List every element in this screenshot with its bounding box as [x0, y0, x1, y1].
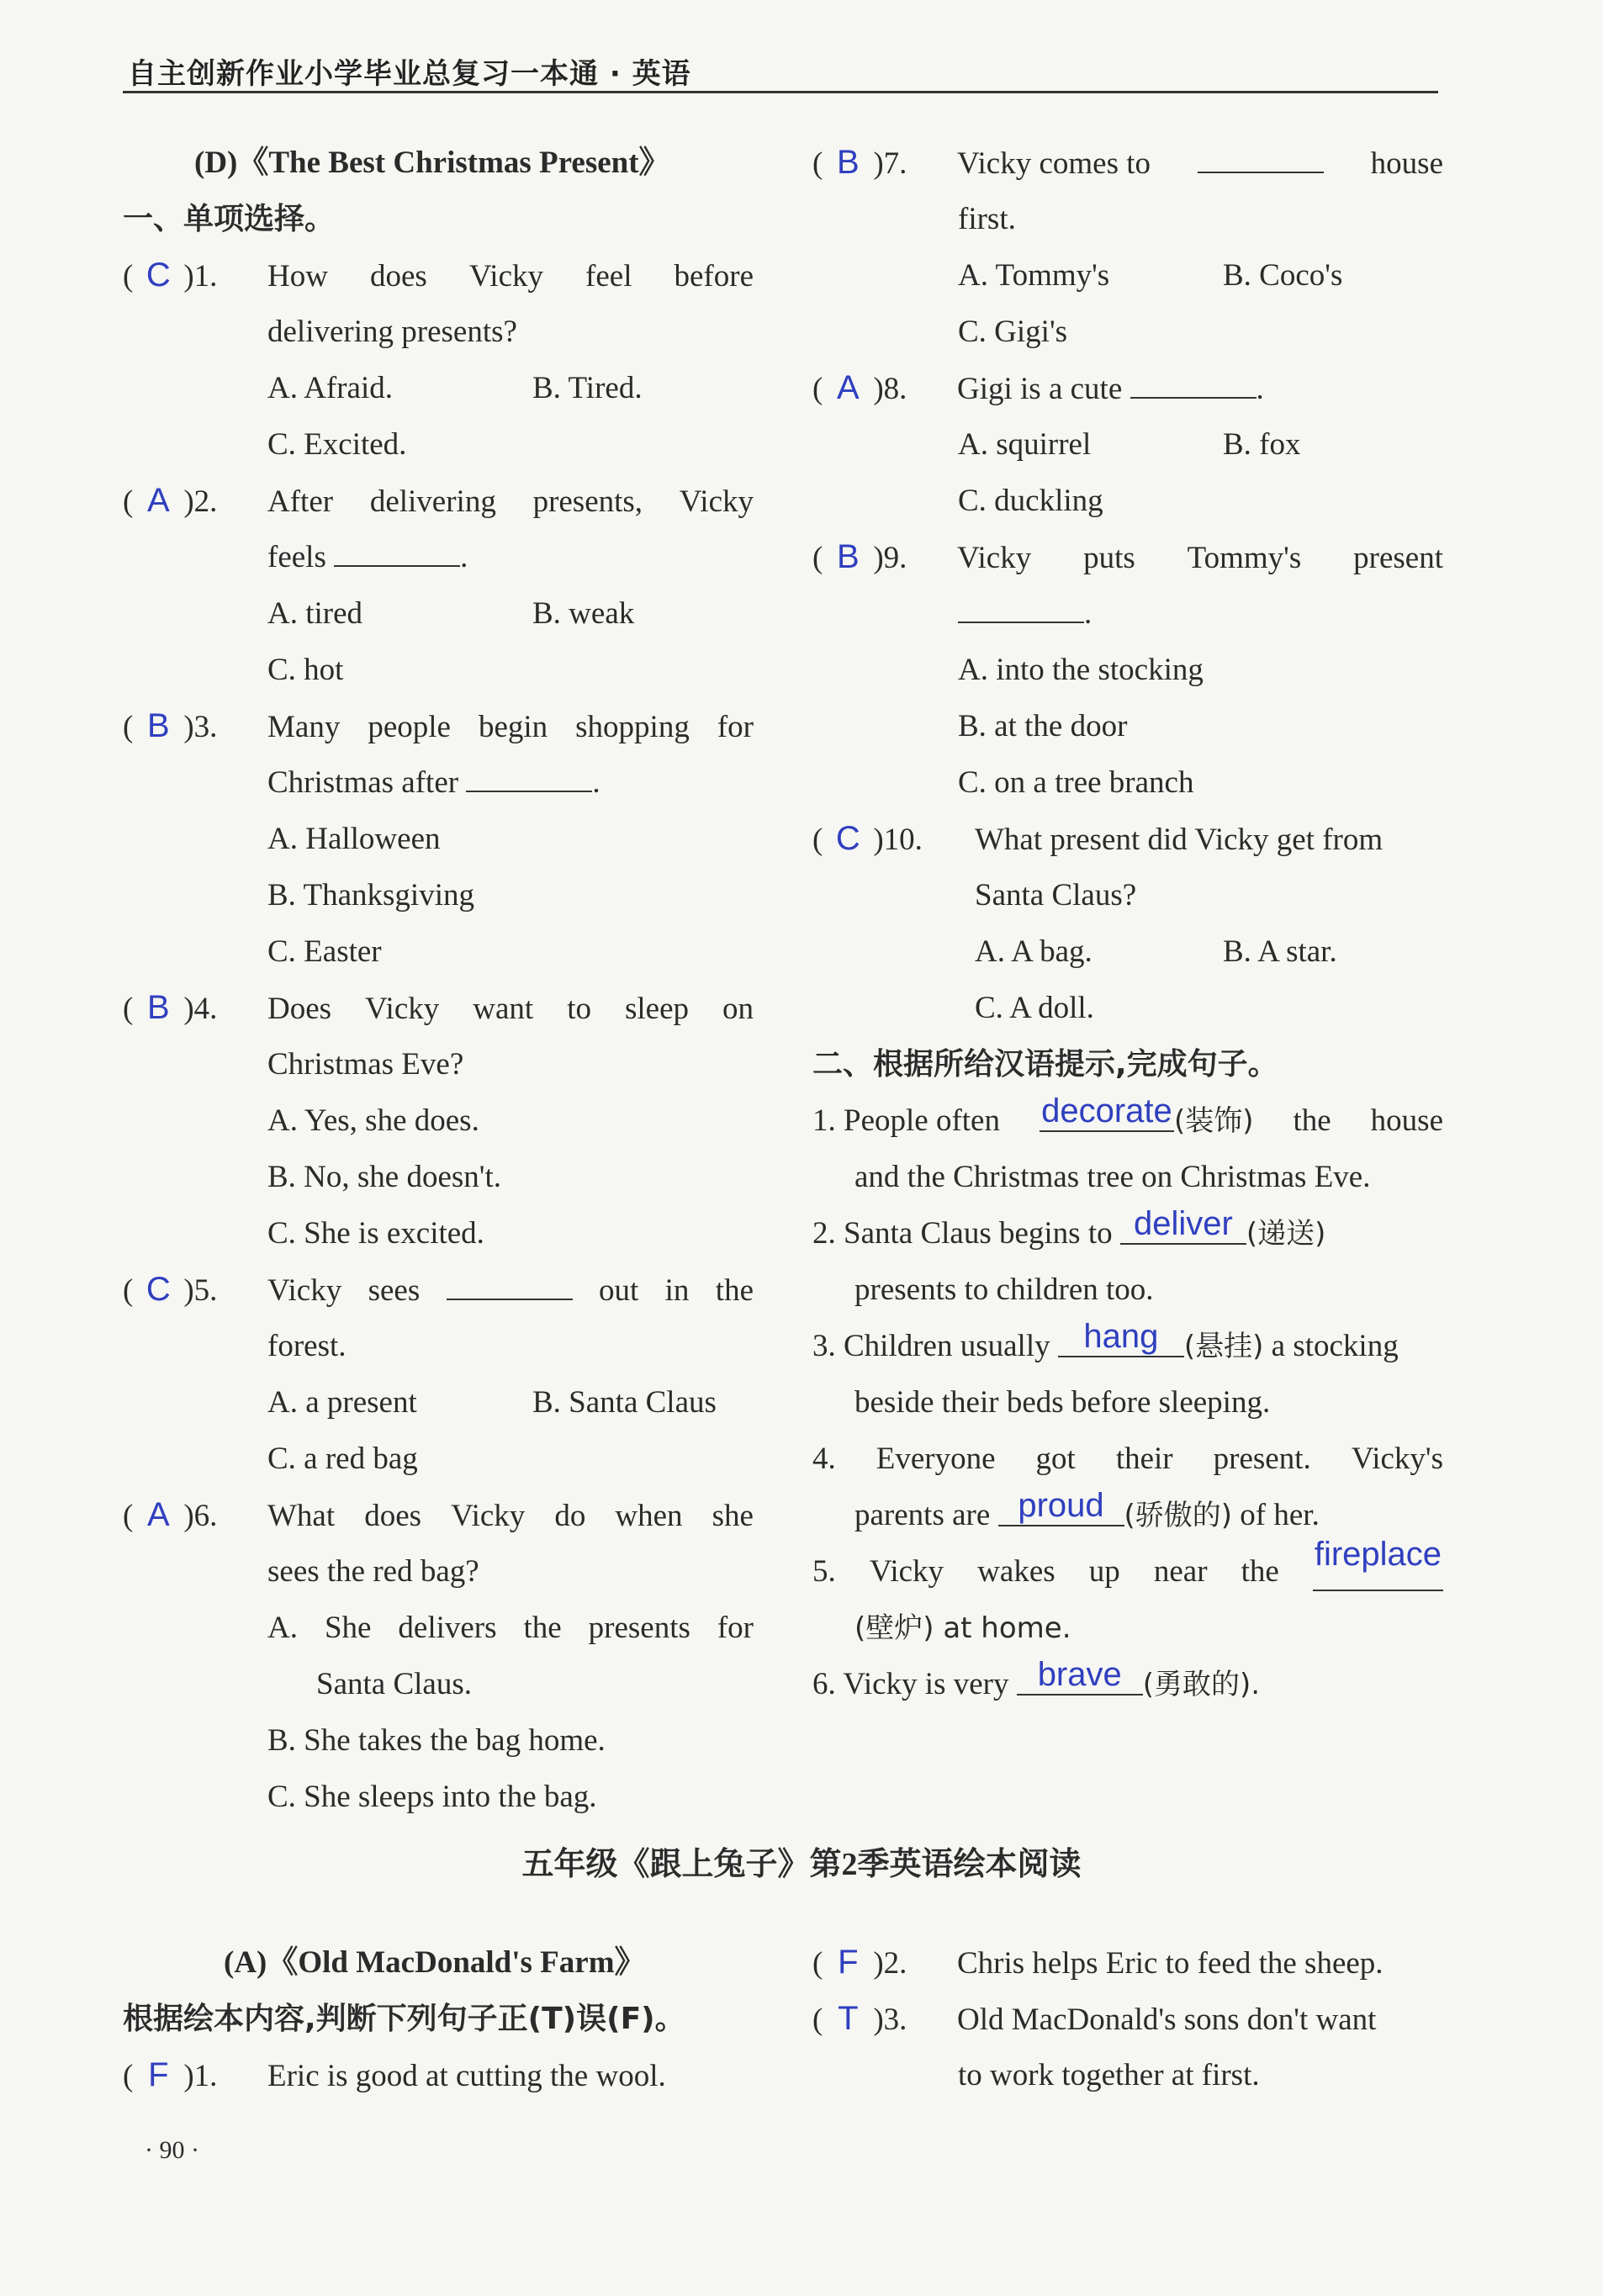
question-10-line2: Santa Claus? — [975, 878, 1137, 913]
question-10-options-ab: A. A bag. B. A star. — [975, 934, 1337, 969]
sentence-2-line2: presents to children too. — [854, 1272, 1154, 1307]
part1-title: 一、单项选择。 — [123, 202, 336, 236]
grade5-left-column — [123, 1934, 754, 2103]
question-7: ( B )7. Vicky comes to house — [812, 135, 1443, 191]
question-1: ( C )1. How does Vicky feel before — [123, 247, 754, 304]
right-column — [812, 135, 1443, 1712]
sentence-5-line2: (壁炉) at home. — [854, 1611, 1071, 1645]
answer-5: C — [145, 1271, 171, 1308]
question-9-option-b: B. at the door — [958, 709, 1128, 743]
question-1-options-ab: A. Afraid. B. Tired. — [267, 371, 643, 405]
question-5-option-c: C. a red bag — [267, 1442, 418, 1476]
question-6: ( A )6. What does Vicky do when she — [123, 1487, 754, 1543]
question-4-option-b: B. No, she doesn't. — [267, 1160, 501, 1194]
question-9-option-a: A. into the stocking — [958, 653, 1204, 687]
sentence-3: 3. Children usually hang (悬挂) a stocking — [812, 1318, 1399, 1363]
answer-3: B — [146, 707, 170, 744]
question-10-option-c: C. A doll. — [975, 991, 1094, 1025]
answer-8: A — [836, 369, 860, 406]
tf-question-3: ( T )3. Old MacDonald's sons don't want — [812, 1991, 1443, 2047]
question-8-options-ab: A. squirrel B. fox — [958, 427, 1301, 462]
sentence-1-line2: and the Christmas tree on Christmas Eve. — [854, 1160, 1371, 1194]
question-9: ( B )9. Vicky puts Tommy's present — [812, 529, 1443, 585]
sentence-6: 6. Vicky is very brave (勇敢的). — [812, 1656, 1261, 1701]
question-5-line2: forest. — [267, 1329, 347, 1363]
answer-9: B — [836, 538, 860, 575]
fill-fireplace: fireplace — [1313, 1535, 1443, 1591]
answer-1: C — [145, 257, 171, 294]
question-6-option-a: A. She delivers the presents for — [267, 1611, 754, 1645]
sentence-2: 2. Santa Claus begins to deliver (递送) — [812, 1205, 1326, 1251]
question-4-option-a: A. Yes, she does. — [267, 1103, 479, 1138]
question-7-line2: first. — [958, 202, 1016, 236]
sentence-3-line2: beside their beds before sleeping. — [854, 1385, 1271, 1420]
question-1-head: ( C )1. — [123, 247, 267, 304]
page-number: · 90 · — [145, 2136, 199, 2164]
question-2: ( A )2. After delivering presents, Vicky — [123, 473, 754, 529]
grade5-instructions: 根据绘本内容,判断下列句子正(T)误(F)。 — [123, 2002, 685, 2036]
fill-deliver: deliver — [1120, 1204, 1246, 1245]
question-3: ( B )3. Many people begin shopping for — [123, 698, 754, 754]
question-9-line2: . — [812, 585, 1443, 642]
question-5: ( C )5. Vicky sees out in the — [123, 1262, 754, 1318]
question-1-line2: delivering presents? — [267, 315, 517, 349]
question-3-option-a: A. Halloween — [267, 822, 441, 856]
left-column — [123, 135, 754, 1825]
question-4-option-c: C. She is excited. — [267, 1216, 484, 1251]
question-3-option-b: B. Thanksgiving — [267, 878, 474, 913]
question-7-option-c: C. Gigi's — [958, 315, 1068, 349]
story-title-a: (A)《Old MacDonald's Farm》 — [224, 1945, 646, 1980]
question-6-line2: sees the red bag? — [267, 1554, 479, 1589]
answer-10: C — [835, 820, 860, 857]
question-3-option-c: C. Easter — [267, 934, 382, 969]
header-title: 自主创新作业小学毕业总复习一本通 · 英语 — [128, 57, 691, 91]
question-8: ( A )8. Gigi is a cute . — [812, 360, 1443, 416]
sentence-1: 1. People often decorate(装饰) the house — [812, 1092, 1443, 1138]
answer-4: B — [146, 989, 170, 1026]
question-7-options-ab: A. Tommy's B. Coco's — [958, 258, 1343, 293]
story-title-d: (D)《The Best Christmas Present》 — [194, 145, 670, 180]
question-2-line2: feels . — [267, 540, 468, 574]
sentence-4-line2: parents are proud (骄傲的) of her. — [854, 1487, 1320, 1532]
question-6-option-c: C. She sleeps into the bag. — [267, 1780, 597, 1814]
question-1-option-c: C. Excited. — [267, 427, 407, 462]
tf-question-2: ( F )2. Chris helps Eric to feed the sheep. — [812, 1934, 1443, 1991]
tf-answer-1: F — [148, 2056, 169, 2093]
tf-answer-3: T — [838, 2000, 859, 2037]
question-3-line2: Christmas after . — [267, 765, 600, 800]
tf-question-3-line2: to work together at first. — [958, 2058, 1260, 2092]
question-5-options-ab: A. a present B. Santa Claus — [267, 1385, 717, 1420]
tf-question-1: ( F )1. Eric is good at cutting the wool. — [123, 2047, 754, 2103]
fill-brave: brave — [1017, 1655, 1143, 1696]
header-divider — [123, 91, 1438, 93]
fill-hang: hang — [1058, 1317, 1184, 1357]
fill-decorate: decorate — [1040, 1092, 1174, 1132]
question-10: ( C )10. What present did Vicky get from — [812, 811, 1443, 867]
sentence-5: 5. Vicky wakes up near the fireplace — [812, 1543, 1443, 1600]
grade5-section-title: 五年级《跟上兔子》第2季英语绘本阅读 — [521, 1847, 1082, 1882]
question-2-option-c: C. hot — [267, 653, 344, 687]
answer-7: B — [836, 144, 860, 181]
fill-proud: proud — [998, 1486, 1124, 1526]
question-6-option-b: B. She takes the bag home. — [267, 1723, 606, 1758]
answer-2: A — [146, 482, 170, 519]
question-4-line2: Christmas Eve? — [267, 1047, 464, 1082]
grade5-right-column — [812, 1934, 1443, 2103]
part2-title: 二、根据所给汉语提示,完成句子。 — [812, 1047, 1278, 1082]
question-4: ( B )4. Does Vicky want to sleep on — [123, 980, 754, 1036]
tf-answer-2: F — [838, 1944, 859, 1981]
question-2-options-ab: A. tired B. weak — [267, 596, 635, 631]
sentence-4: 4. Everyone got their present. Vicky's — [812, 1442, 1443, 1476]
question-9-option-c: C. on a tree branch — [958, 765, 1194, 800]
question-8-option-c: C. duckling — [958, 484, 1103, 518]
question-6-option-a-line2: Santa Claus. — [316, 1667, 472, 1701]
answer-6: A — [146, 1496, 170, 1533]
